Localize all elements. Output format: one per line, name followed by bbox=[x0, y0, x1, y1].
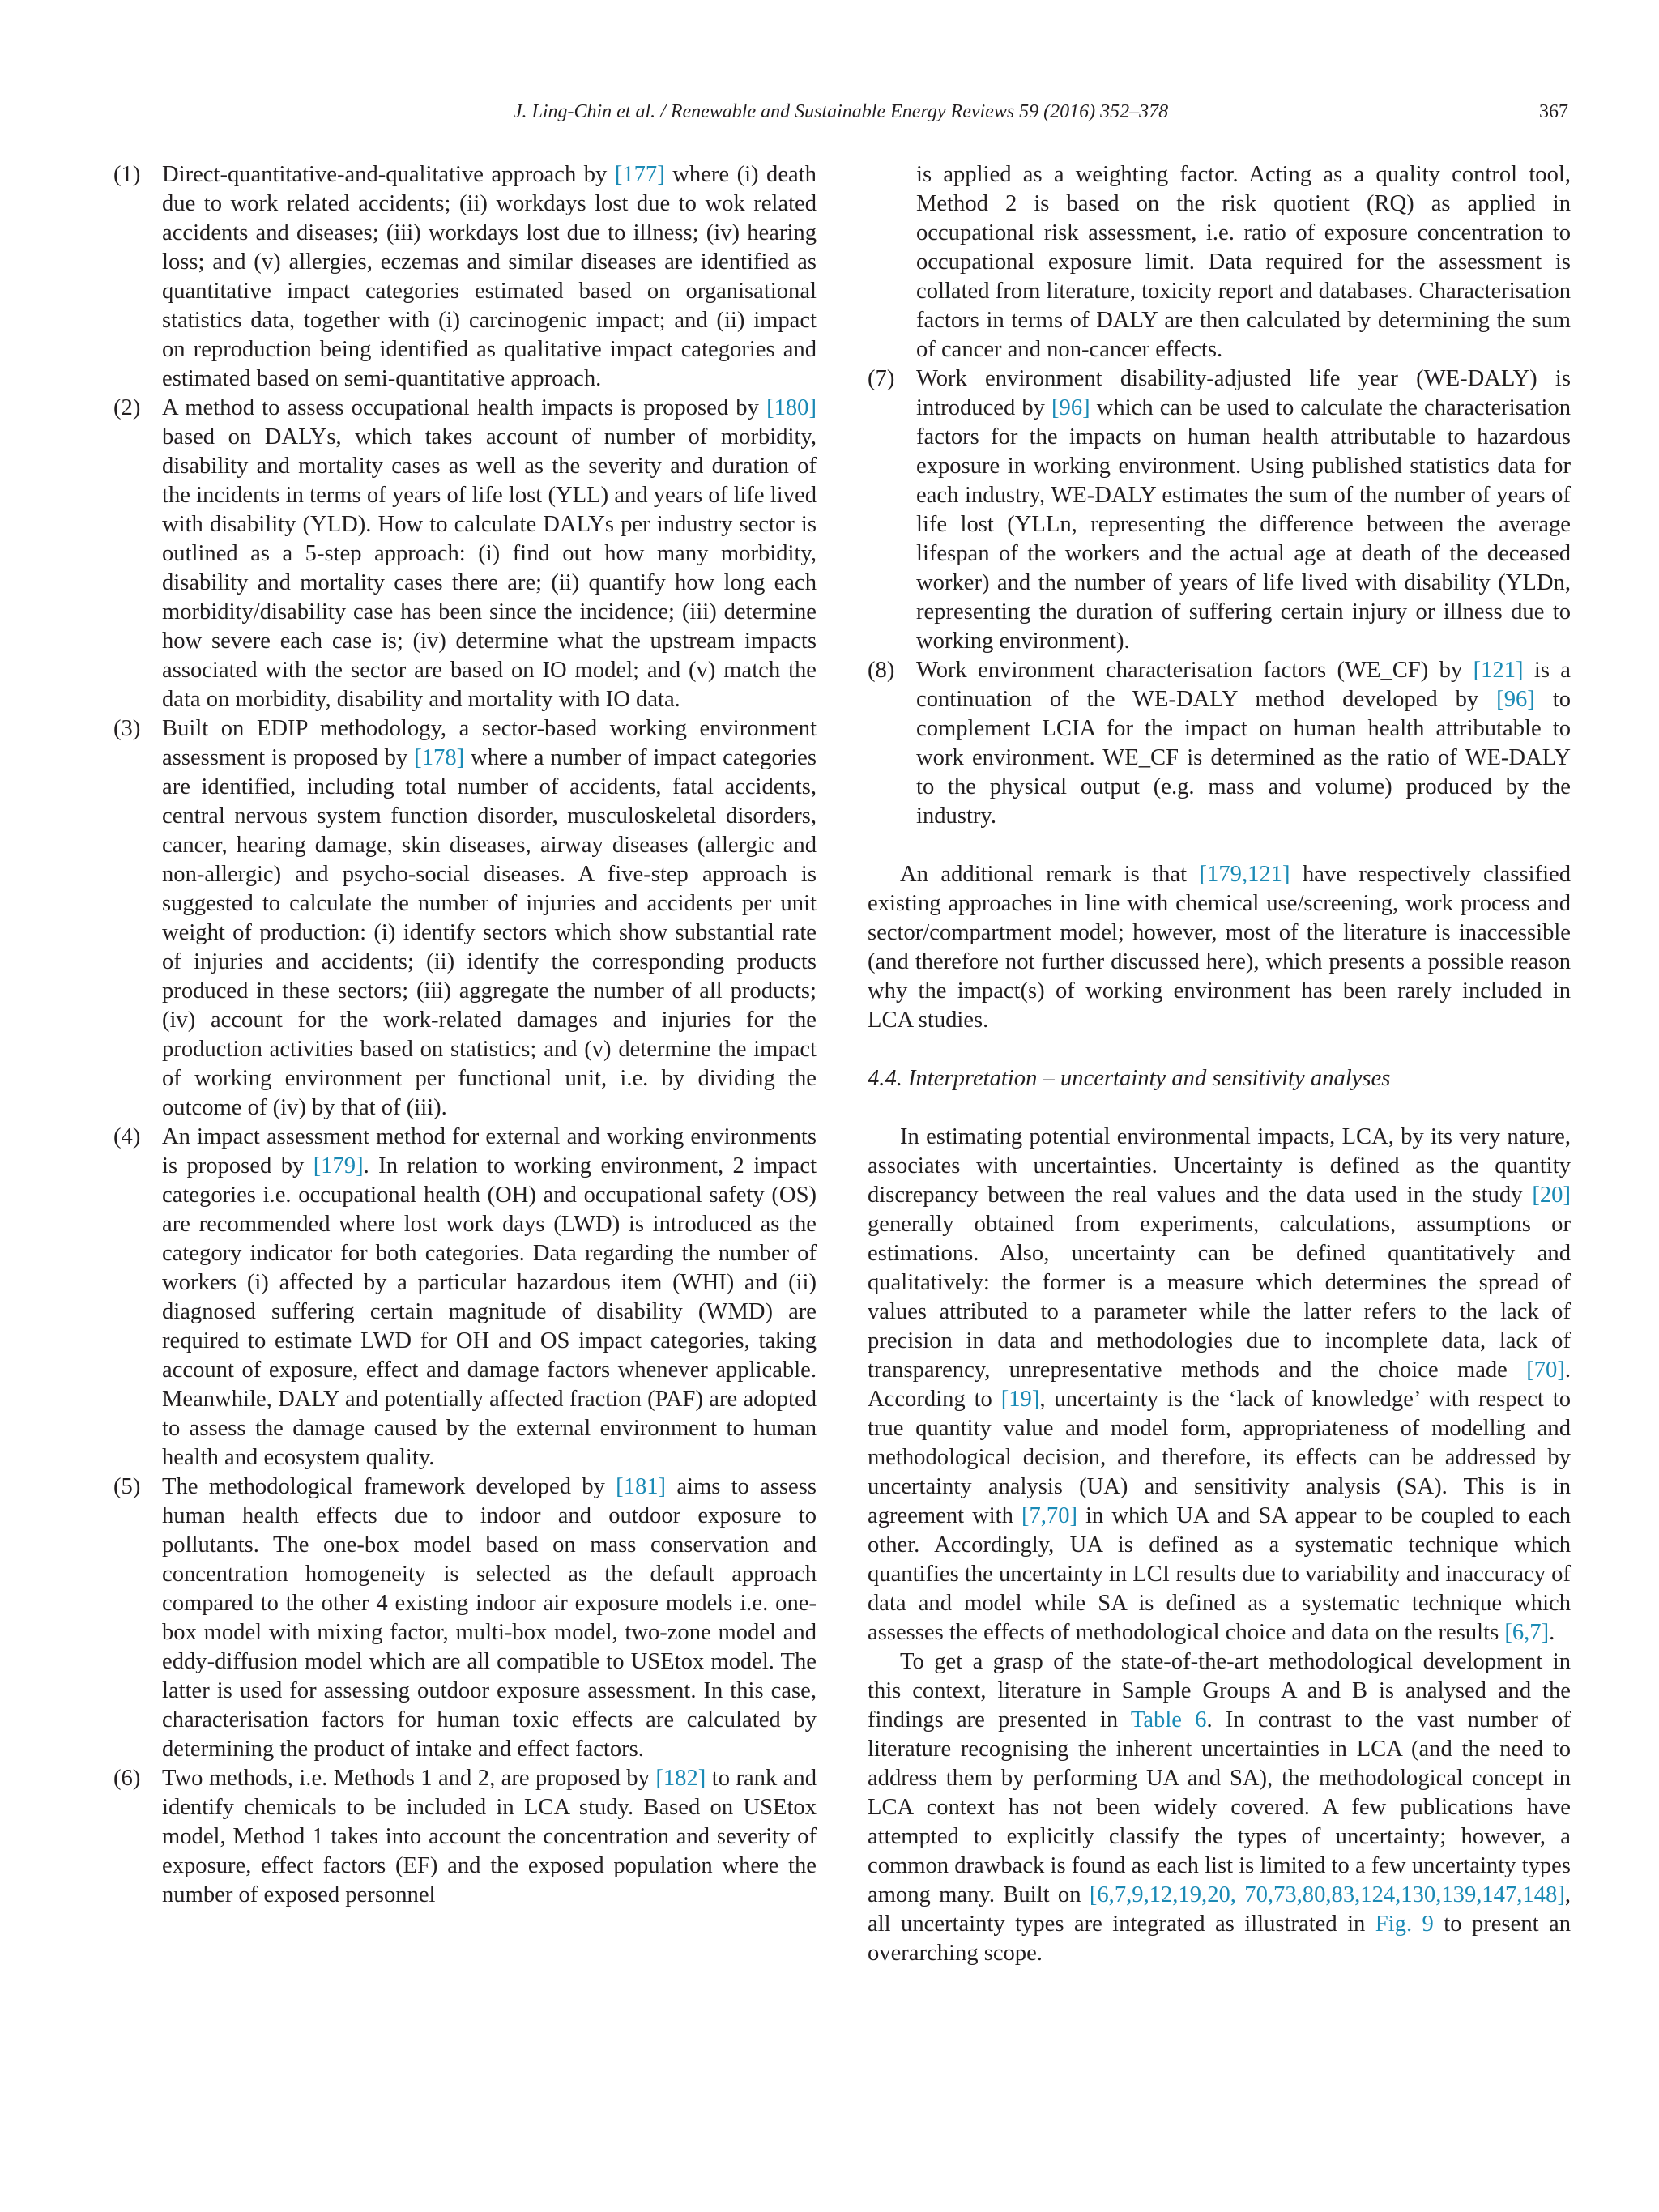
list-item-number: (3) bbox=[113, 716, 141, 741]
text-run: . According to bbox=[868, 1357, 1571, 1412]
text-run: have respectively classified existing approaches in line with chemical use/screening, work process and sector/compartment model; however, most of the literature is inaccessible (and therefore not further discussed here), which presents a possible reason why the impact(s) of working environment has been rarely included in LCA studies. bbox=[868, 862, 1571, 1033]
citation-link[interactable]: [6,7] bbox=[1504, 1620, 1550, 1645]
item-6-continuation bbox=[868, 160, 1571, 364]
list-item-text bbox=[916, 656, 1571, 831]
list-item bbox=[113, 1764, 817, 1910]
list-item-number: (6) bbox=[113, 1766, 141, 1791]
text-run: An impact assessment method for external and working environments is proposed by bbox=[162, 1124, 817, 1178]
text-run: Work environment characterisation factors (WE_CF) by bbox=[916, 658, 1473, 683]
citation-link[interactable]: [96] bbox=[1496, 687, 1535, 712]
text-run: Direct-quantitative-and-qualitative approach by bbox=[162, 162, 615, 187]
right-column bbox=[868, 160, 1571, 1968]
citation-link[interactable]: [177] bbox=[614, 162, 665, 187]
page-number: 367 bbox=[1539, 101, 1568, 122]
method-list-right bbox=[868, 364, 1571, 831]
list-item-number: (4) bbox=[113, 1124, 141, 1149]
text-run: . In contrast to the vast number of literature recognising the inherent uncertainties in LCA (and the need to address them by performing UA and SA), the methodological concept in LCA context has not been widely covered. A few publications have attempted to explicitly classify the types of uncertainty; however, a common drawback is found as each list is limited to a few uncertainty types among many. Built on bbox=[868, 1707, 1571, 1907]
text-run: . bbox=[1549, 1620, 1555, 1645]
citation-link[interactable]: [179,121] bbox=[1199, 862, 1290, 887]
text-run: An additional remark is that bbox=[900, 862, 1200, 887]
citation-link[interactable]: [180] bbox=[766, 395, 817, 420]
citation-link[interactable]: Fig. 9 bbox=[1375, 1912, 1434, 1937]
text-run: . In relation to working environment, 2 impact categories i.e. occupational health (OH) and occupational safety (OS) are recommended where lost work days (LWD) is introduced as the category indicator for both categories. Data regarding the number of workers (i) affected by a particular hazardous item (WHI) and (ii) diagnosed suffering certain magnitude of disability (WMD) are required to estimate LWD for OH and OS impact categories, taking account of exposure, effect and damage factors whenever applicable. Meanwhile, DALY and potentially affected fraction (PAF) are adopted to assess the damage caused by the external environment to human health and ecosystem quality. bbox=[162, 1153, 817, 1470]
text-run: aims to assess human health effects due to indoor and outdoor exposure to pollutants. The one-box model based on mass conservation and concentration homogeneity is selected as the default approach compared to the other 4 existing indoor air exposure models i.e. one-box model with mixing factor, multi-box model, two-zone model and eddy-diffusion model which are all compatible to USEtox model. The latter is used for assessing outdoor exposure assessment. In this case, characterisation factors for human toxic effects are calculated by determining the product of intake and effect factors. bbox=[162, 1474, 817, 1762]
citation-link[interactable]: [182] bbox=[655, 1766, 706, 1791]
list-item-number: (5) bbox=[113, 1474, 141, 1499]
method-list-left bbox=[113, 160, 817, 1910]
journal-citation: J. Ling-Chin et al. / Renewable and Sustainable Energy Reviews 59 (2016) 352–378 bbox=[513, 101, 1169, 122]
text-run: which can be used to calculate the characterisation factors for the impacts on human health attributable to hazardous exposure in working environment. Using published statistics data for each industry, WE-DALY estimates the sum of the number of years of life lost (YLLn, representing the difference between the average lifespan of the workers and the actual age at death of the deceased worker) and the number of years of life lived with disability (YLDn, representing the duration of suffering certain injury or illness due to working environment). bbox=[916, 395, 1571, 654]
text-run: to complement LCIA for the impact on human health attributable to work environment. WE_CF is determined as the ratio of WE-DALY to the physical output (e.g. mass and volume) produced by the industry. bbox=[916, 687, 1572, 829]
citation-link[interactable]: [19] bbox=[1000, 1387, 1040, 1412]
running-header bbox=[113, 96, 1568, 128]
uncertainty-paragraph-1 bbox=[868, 1123, 1571, 1647]
uncertainty-paragraph-2 bbox=[868, 1647, 1571, 1968]
list-item bbox=[113, 160, 817, 394]
list-item-number: (7) bbox=[868, 366, 895, 391]
list-item-number: (1) bbox=[113, 162, 141, 187]
text-run: Two methods, i.e. Methods 1 and 2, are proposed by bbox=[162, 1766, 656, 1791]
text-run: to rank and identify chemicals to be included in LCA study. Based on USEtox model, Method 1 takes into account the concentration and severity of exposure, effect factors (EF) and the exposed population where the number of exposed personnel bbox=[162, 1766, 817, 1907]
text-run: to present an overarching scope. bbox=[868, 1912, 1571, 1966]
citation-link[interactable]: Table 6 bbox=[1130, 1707, 1207, 1733]
left-column bbox=[113, 160, 817, 1910]
text-run: based on DALYs, which takes account of number of morbidity, disability and mortality cases as well as the severity and duration of the incidents in terms of years of life lost (YLL) and years of life lived with disability (YLD). How to calculate DALYs per industry sector is outlined as a 5-step approach: (i) find out how many morbidity, disability and mortality cases there are; (ii) quantify how long each morbidity/disability case has been since the incidence; (iii) determine how severe each case is; (iv) determine what the upstream impacts associated with the sector are based on IO model; and (v) match the data on morbidity, disability and mortality with IO data. bbox=[162, 424, 817, 712]
citation-link[interactable]: [96] bbox=[1051, 395, 1090, 420]
list-item bbox=[113, 394, 817, 714]
citation-link[interactable]: [6,7,9,12,19,20, 70,73,80,83,124,130,139,147,148] bbox=[1089, 1882, 1565, 1907]
citation-link[interactable]: [70] bbox=[1526, 1357, 1565, 1383]
list-item bbox=[113, 1473, 817, 1764]
list-item-number: (2) bbox=[113, 395, 141, 420]
text-run: , all uncertainty types are integrated as illustrated in bbox=[868, 1882, 1571, 1937]
list-item-number: (8) bbox=[868, 658, 895, 683]
citation-link[interactable]: [181] bbox=[616, 1474, 667, 1499]
list-item-text bbox=[916, 364, 1571, 656]
additional-remark-paragraph bbox=[868, 860, 1571, 1035]
text-run: generally obtained from experiments, calculations, assumptions or estimations. Also, uncertainty can be defined quantitatively and qualitatively: the former is a measure which determines the spread of values attributed to a parameter while the latter refers to the lack of precision in data and methodologies due to incomplete data, lack of transparency, unrepresentative methods and the choice made bbox=[868, 1212, 1571, 1383]
text-run: Built on EDIP methodology, a sector-based working environment assessment is proposed by bbox=[162, 716, 817, 770]
text-run: is a continuation of the WE-DALY method developed by bbox=[916, 658, 1571, 712]
text-run: In estimating potential environmental impacts, LCA, by its very nature, associates with uncertainties. Uncertainty is defined as the quantity discrepancy between the real values and the data used in the study bbox=[868, 1124, 1571, 1208]
citation-link[interactable]: [121] bbox=[1473, 658, 1524, 683]
text-run: in which UA and SA appear to be coupled to each other. Accordingly, UA is defined as a systematic technique which quantifies the uncertainty in LCI results due to variability and inaccuracy of data and model while SA is defined as a systematic technique which assesses the effects of methodological choice and data on the results bbox=[868, 1503, 1572, 1645]
list-item-text bbox=[162, 160, 817, 394]
citation-link[interactable]: [179] bbox=[313, 1153, 364, 1178]
list-item bbox=[113, 1123, 817, 1473]
list-item-text bbox=[162, 1123, 817, 1473]
text-run: Work environment disability-adjusted life year (WE-DALY) is introduced by bbox=[916, 366, 1571, 420]
list-item bbox=[113, 714, 817, 1123]
list-item-text bbox=[162, 714, 817, 1123]
section-heading-4-4: 4.4. Interpretation – uncertainty and sensitivity analyses bbox=[868, 1066, 1391, 1091]
text-run: is applied as a weighting factor. Acting as a quality control tool, Method 2 is based on the risk quotient (RQ) as applied in occupational risk assessment, i.e. ratio of exposure concentration to occupational exposure limit. Data required for the assessment is collated from literature, toxicity report and databases. Characterisation factors in terms of DALY are then calculated by determining the sum of cancer and non-cancer effects. bbox=[916, 162, 1571, 362]
text-run: where (i) death due to work related accidents; (ii) workdays lost due to wok related accidents and diseases; (iii) workdays lost due to illness; (iv) hearing loss; and (v) allergies, eczemas and similar diseases are identified as quantitative impact categories estimated based on organisational statistics data, together with (i) carcinogenic impact; and (ii) impact on reproduction being identified as qualitative impact categories and estimated based on semi-quantitative approach. bbox=[162, 162, 817, 391]
citation-link[interactable]: [7,70] bbox=[1021, 1503, 1078, 1528]
list-item-text bbox=[162, 1764, 817, 1910]
text-run: A method to assess occupational health impacts is proposed by bbox=[162, 395, 767, 420]
list-item-text bbox=[162, 1473, 817, 1764]
list-item bbox=[868, 656, 1571, 831]
list-item-text bbox=[162, 394, 817, 714]
spacer bbox=[868, 831, 1571, 860]
text-run: where a number of impact categories are identified, including total number of accidents, fatal accidents, central nervous system function disorder, musculoskeletal disorders, cancer, hearing damage, skin diseases, airway diseases (allergic and non-allergic) and psycho-social diseases. A five-step approach is suggested to calculate the number of injuries and accidents per unit weight of production: (i) identify sectors which show substantial rate of injuries and accidents; (ii) identify the corresponding products produced in these sectors; (iii) aggregate the number of all products; (iv) account for the work-related damages and injuries for the production activities based on statistics; and (v) determine the impact of working environment per functional unit, i.e. by dividing the outcome of (iv) by that of (iii). bbox=[162, 745, 817, 1120]
text-run: The methodological framework developed by bbox=[162, 1474, 616, 1499]
citation-link[interactable]: [20] bbox=[1532, 1183, 1571, 1208]
list-item bbox=[868, 364, 1571, 656]
text-run: To get a grasp of the state-of-the-art methodological development in this context, literature in Sample Groups A and B is analysed and the findings are presented in bbox=[868, 1649, 1571, 1733]
text-run: , uncertainty is the ‘lack of knowledge’ with respect to true quantity value and model form, appropriateness of modelling and methodological decision, and therefore, its effects can be addressed by uncertainty analysis (UA) and sensitivity analysis (SA). This is in agreement with bbox=[868, 1387, 1571, 1528]
citation-link[interactable]: [178] bbox=[414, 745, 465, 770]
